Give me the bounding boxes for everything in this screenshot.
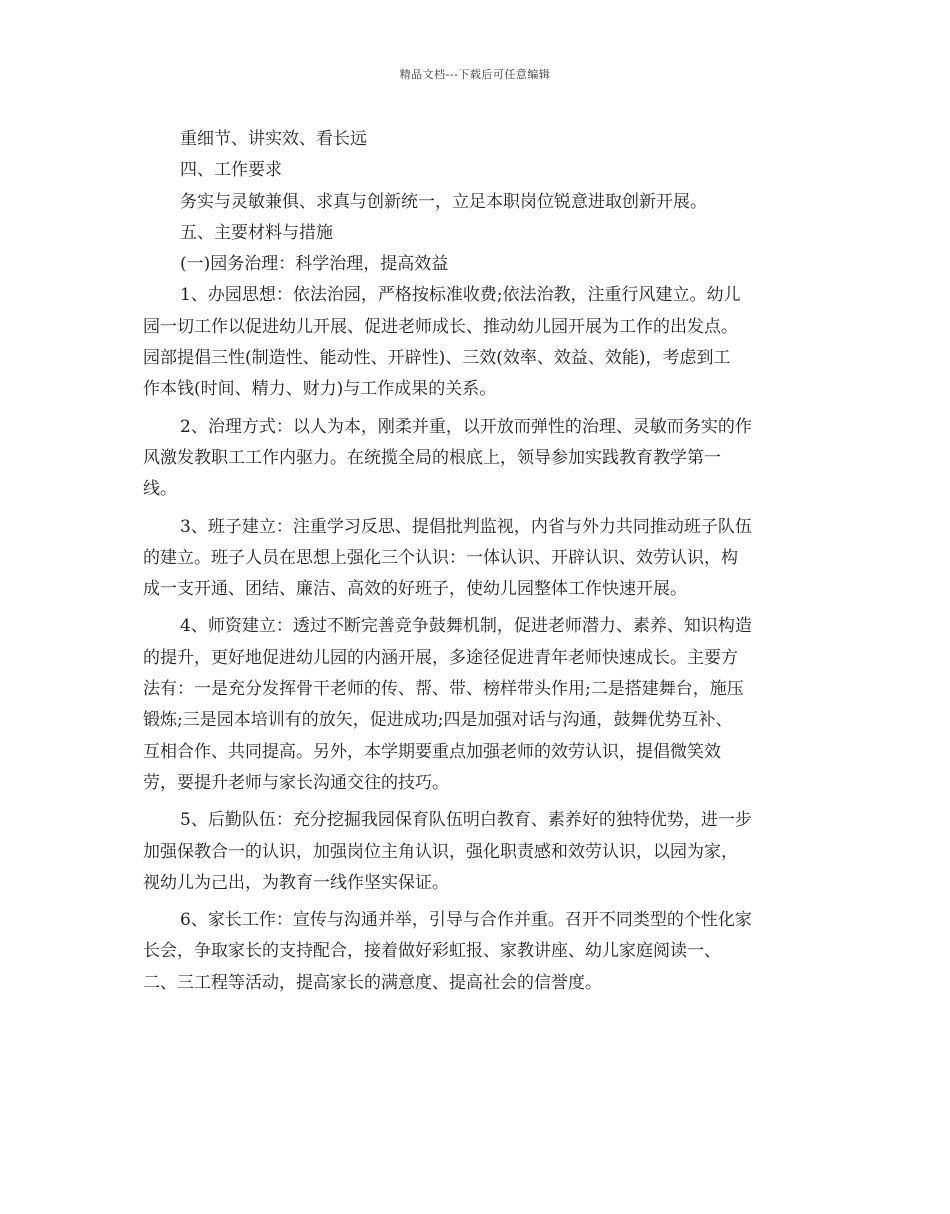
text-line: 长会，争取家长的支持配合，接着做好彩虹报、家教讲座、幼儿家庭阅读一、 (143, 941, 721, 962)
text-line: 园一切工作以促进幼儿开展、促进老师成长、推动幼儿园开展为工作的出发点。 (143, 316, 738, 337)
text-line: 的提升，更好地促进幼儿园的内涵开展，多途径促进青年老师快速成长。主要方 (143, 647, 738, 668)
subheading-text: (一)园务治理：科学治理，提高效益 (180, 254, 449, 275)
section-heading-main-measures (143, 218, 811, 249)
text-line: 6、家长工作：宣传与沟通并举，引导与合作并重。召开不同类型的个性化家 (180, 910, 752, 931)
section-heading-work-requirements (143, 155, 811, 186)
text-line: 务实与灵敏兼俱、求真与创新统一，立足本职岗位锐意进取创新开展。 (180, 191, 707, 212)
text-line: 成一支开通、团结、廉洁、高效的好班子，使幼儿园整体工作快速开展。 (143, 579, 687, 600)
heading-text: 五、主要材料与措施 (180, 222, 333, 243)
paragraph-5-logistics (143, 805, 811, 899)
paragraph-6-parents (143, 905, 811, 999)
subheading-management (143, 249, 811, 280)
paragraph-3-leadership (143, 512, 811, 606)
page-header: 精品文档---下载后可任意编辑 (399, 68, 551, 81)
text-line: 锻炼;三是园本培训有的放矢，促进成功;四是加强对话与沟通，鼓舞优势互补、 (143, 710, 733, 731)
text-line: 1、办园思想：依法治园，严格按标准收费;依法治教，注重行风建立。幼儿 (180, 285, 741, 306)
text-line: 的建立。班子人员在思想上强化三个认识：一体认识、开辟认识、效劳认识，构 (143, 547, 738, 568)
text-line: 风激发教职工工作内驱力。在统揽全局的根底上，领导参加实践教育教学第一 (143, 447, 721, 468)
text-line: 二、三工程等活动，提高家长的满意度、提高社会的信誉度。 (143, 972, 602, 993)
text-line: 重细节、讲实效、看长远 (180, 129, 367, 149)
text-line: 2、治理方式：以人为本，刚柔并重，以开放而弹性的治理、灵敏而务实的作 (180, 416, 752, 437)
text-line: 3、班子建立：注重学习反思、提倡批判监视，内省与外力共同推动班子队伍 (180, 516, 752, 537)
paragraph-requirements (143, 187, 811, 218)
heading-text: 四、工作要求 (180, 160, 282, 181)
paragraph-1-philosophy (143, 280, 811, 405)
document-body (143, 124, 811, 999)
text-line: 互相合作、共同提高。另外，本学期要重点加强老师的效劳认识，提倡微笑效 (143, 741, 721, 762)
paragraph-2-management-style (143, 412, 811, 506)
paragraph-4-teachers (143, 611, 811, 799)
text-line: 园部提倡三性(制造性、能动性、开辟性)、三效(效率、效益、效能)，考虑到工 (143, 348, 731, 369)
text-line: 5、后勤队伍：充分挖掘我园保育队伍明白教育、素养好的独特优势，进一步 (180, 810, 752, 831)
text-line: 作本钱(时间、精力、财力)与工作成果的关系。 (143, 379, 497, 400)
text-line: 4、师资建立：透过不断完善竞争鼓舞机制，促进老师潜力、素养、知识构造 (180, 616, 752, 637)
text-line: 劳，要提升老师与家长沟通交往的技巧。 (143, 772, 449, 793)
text-line: 视幼儿为己出，为教育一线作坚实保证。 (143, 872, 449, 893)
text-line: 法有：一是充分发挥骨干老师的传、帮、带、榜样带头作用;二是搭建舞台，施压 (143, 679, 744, 700)
paragraph-intro (143, 124, 811, 155)
text-line: 线。 (143, 479, 177, 500)
text-line: 加强保教合一的认识，加强岗位主角认识，强化职责感和效劳认识，以园为家， (143, 841, 738, 862)
